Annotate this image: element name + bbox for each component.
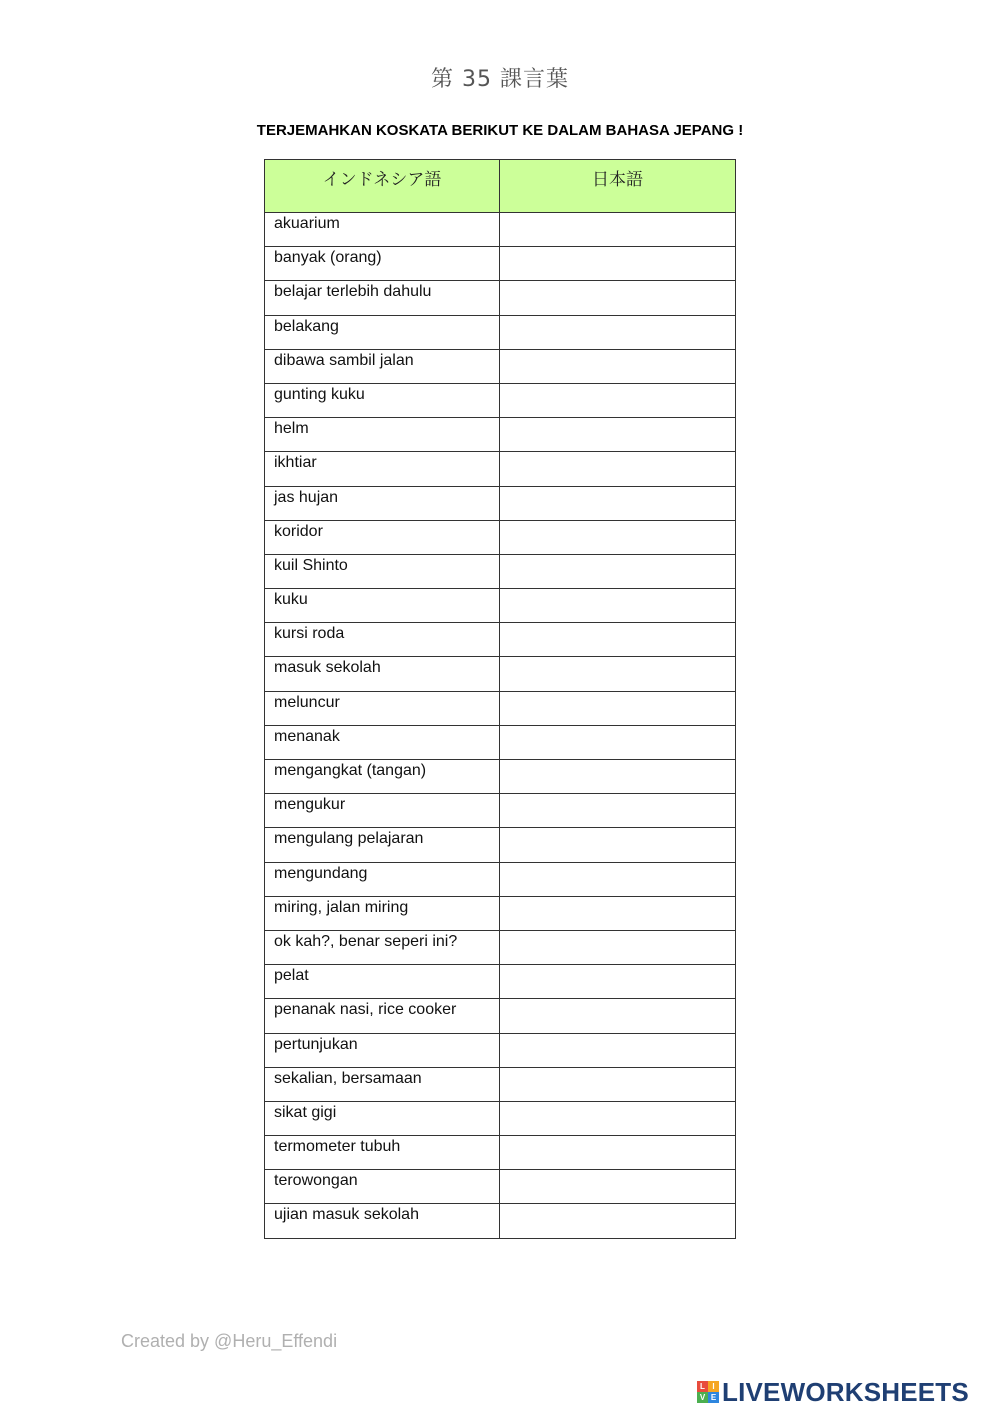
table-row bbox=[265, 828, 736, 862]
indonesian-word: banyak (orang) bbox=[265, 247, 500, 281]
table-row bbox=[265, 965, 736, 999]
japanese-answer-cell[interactable] bbox=[500, 794, 736, 828]
table-row bbox=[265, 349, 736, 383]
indonesian-word: koridor bbox=[265, 520, 500, 554]
japanese-answer-cell[interactable] bbox=[500, 1204, 736, 1238]
logo-tile: L bbox=[697, 1381, 708, 1392]
table-row bbox=[265, 213, 736, 247]
japanese-answer-cell[interactable] bbox=[500, 486, 736, 520]
indonesian-word: meluncur bbox=[265, 691, 500, 725]
table-row bbox=[265, 486, 736, 520]
table-row bbox=[265, 1204, 736, 1238]
japanese-answer-cell[interactable] bbox=[500, 1033, 736, 1067]
indonesian-word: ok kah?, benar seperi ini? bbox=[265, 930, 500, 964]
indonesian-word: ikhtiar bbox=[265, 452, 500, 486]
indonesian-word: dibawa sambil jalan bbox=[265, 349, 500, 383]
instruction-text: TERJEMAHKAN KOSKATA BERIKUT KE DALAM BAHASA JEPANG ! bbox=[256, 122, 744, 139]
japanese-answer-cell[interactable] bbox=[500, 315, 736, 349]
indonesian-word: mengukur bbox=[265, 794, 500, 828]
table-row bbox=[265, 896, 736, 930]
author-credit: Created by @Heru_Effendi bbox=[121, 1331, 338, 1351]
liveworksheets-logo[interactable] bbox=[697, 1377, 969, 1407]
japanese-answer-cell[interactable] bbox=[500, 623, 736, 657]
japanese-answer-cell[interactable] bbox=[500, 691, 736, 725]
logo-tile: E bbox=[708, 1392, 719, 1403]
table-row bbox=[265, 691, 736, 725]
worksheet-title: 第 35 課言葉 bbox=[431, 67, 569, 92]
logo-tile: I bbox=[708, 1381, 719, 1392]
japanese-answer-cell[interactable] bbox=[500, 930, 736, 964]
indonesian-word: belakang bbox=[265, 315, 500, 349]
indonesian-word: kuku bbox=[265, 589, 500, 623]
indonesian-word: mengulang pelajaran bbox=[265, 828, 500, 862]
indonesian-word: masuk sekolah bbox=[265, 657, 500, 691]
indonesian-word: sekalian, bersamaan bbox=[265, 1067, 500, 1101]
table-row bbox=[265, 452, 736, 486]
table-row bbox=[265, 862, 736, 896]
japanese-answer-cell[interactable] bbox=[500, 896, 736, 930]
japanese-answer-cell[interactable] bbox=[500, 383, 736, 417]
japanese-answer-cell[interactable] bbox=[500, 452, 736, 486]
table-row bbox=[265, 554, 736, 588]
japanese-answer-cell[interactable] bbox=[500, 1101, 736, 1135]
japanese-answer-cell[interactable] bbox=[500, 828, 736, 862]
japanese-answer-cell[interactable] bbox=[500, 281, 736, 315]
logo-mark-icon bbox=[697, 1381, 719, 1403]
table-row bbox=[265, 1101, 736, 1135]
japanese-answer-cell[interactable] bbox=[500, 657, 736, 691]
japanese-answer-cell[interactable] bbox=[500, 760, 736, 794]
japanese-answer-cell[interactable] bbox=[500, 589, 736, 623]
logo-tile: V bbox=[697, 1392, 708, 1403]
indonesian-word: menanak bbox=[265, 725, 500, 759]
vocabulary-table bbox=[264, 159, 736, 1239]
japanese-answer-cell[interactable] bbox=[500, 965, 736, 999]
indonesian-word: akuarium bbox=[265, 213, 500, 247]
japanese-answer-cell[interactable] bbox=[500, 999, 736, 1033]
table-header-row bbox=[265, 160, 736, 213]
table-row bbox=[265, 725, 736, 759]
brand-name: LIVEWORKSHEETS bbox=[722, 1376, 969, 1407]
japanese-answer-cell[interactable] bbox=[500, 554, 736, 588]
japanese-answer-cell[interactable] bbox=[500, 1136, 736, 1170]
table-row bbox=[265, 520, 736, 554]
indonesian-word: miring, jalan miring bbox=[265, 896, 500, 930]
indonesian-word: penanak nasi, rice cooker bbox=[265, 999, 500, 1033]
indonesian-word: belajar terlebih dahulu bbox=[265, 281, 500, 315]
table-row bbox=[265, 247, 736, 281]
indonesian-word: pelat bbox=[265, 965, 500, 999]
indonesian-word: pertunjukan bbox=[265, 1033, 500, 1067]
table-row bbox=[265, 315, 736, 349]
indonesian-word: kursi roda bbox=[265, 623, 500, 657]
table-row bbox=[265, 1067, 736, 1101]
indonesian-word: jas hujan bbox=[265, 486, 500, 520]
table-row bbox=[265, 794, 736, 828]
table-row bbox=[265, 1170, 736, 1204]
table-row bbox=[265, 623, 736, 657]
table-row bbox=[265, 999, 736, 1033]
table-row bbox=[265, 1033, 736, 1067]
indonesian-word: sikat gigi bbox=[265, 1101, 500, 1135]
header-japanese: 日本語 bbox=[500, 160, 736, 213]
japanese-answer-cell[interactable] bbox=[500, 520, 736, 554]
japanese-answer-cell[interactable] bbox=[500, 1170, 736, 1204]
indonesian-word: termometer tubuh bbox=[265, 1136, 500, 1170]
japanese-answer-cell[interactable] bbox=[500, 418, 736, 452]
header-indonesian: インドネシア語 bbox=[265, 160, 500, 213]
indonesian-word: terowongan bbox=[265, 1170, 500, 1204]
table-row bbox=[265, 418, 736, 452]
indonesian-word: gunting kuku bbox=[265, 383, 500, 417]
table-row bbox=[265, 383, 736, 417]
table-row bbox=[265, 657, 736, 691]
indonesian-word: mengangkat (tangan) bbox=[265, 760, 500, 794]
japanese-answer-cell[interactable] bbox=[500, 725, 736, 759]
indonesian-word: helm bbox=[265, 418, 500, 452]
table-row bbox=[265, 760, 736, 794]
indonesian-word: ujian masuk sekolah bbox=[265, 1204, 500, 1238]
japanese-answer-cell[interactable] bbox=[500, 349, 736, 383]
japanese-answer-cell[interactable] bbox=[500, 1067, 736, 1101]
table-row bbox=[265, 1136, 736, 1170]
japanese-answer-cell[interactable] bbox=[500, 247, 736, 281]
table-row bbox=[265, 930, 736, 964]
japanese-answer-cell[interactable] bbox=[500, 213, 736, 247]
indonesian-word: kuil Shinto bbox=[265, 554, 500, 588]
table-body bbox=[265, 213, 736, 1239]
table-row bbox=[265, 281, 736, 315]
japanese-answer-cell[interactable] bbox=[500, 862, 736, 896]
table-row bbox=[265, 589, 736, 623]
indonesian-word: mengundang bbox=[265, 862, 500, 896]
